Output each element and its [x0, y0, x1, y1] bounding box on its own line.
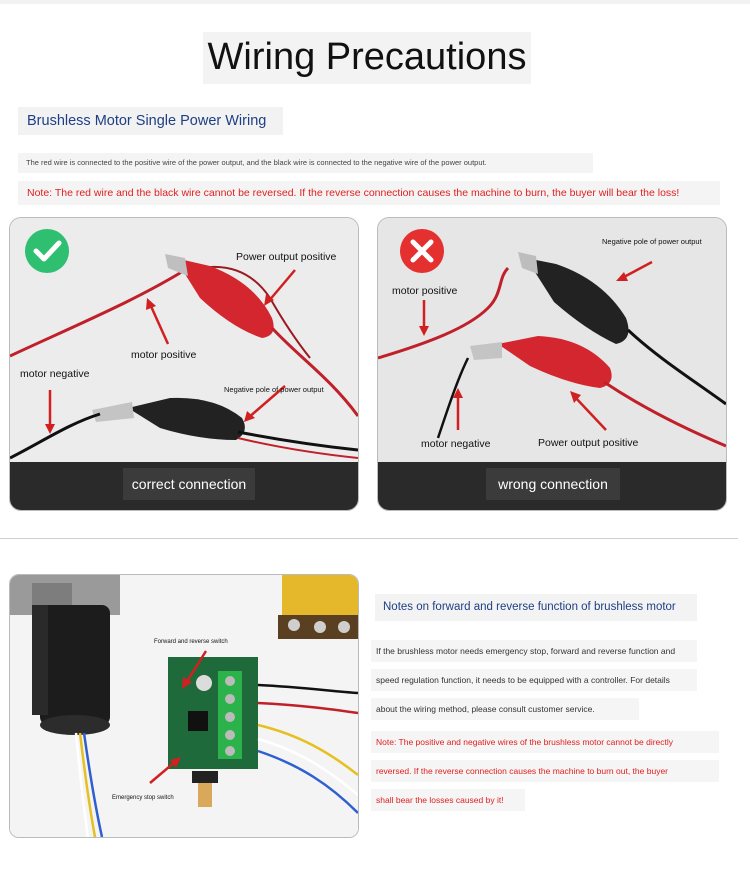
caption-correct-connection: correct connection [123, 468, 255, 500]
label-negative-pole: Negative pole of power output [224, 385, 324, 394]
controller-illustration [10, 575, 358, 837]
x-circle-icon [400, 229, 444, 273]
label-negative-pole: Negative pole of power output [602, 237, 702, 246]
section-heading-single-power: Brushless Motor Single Power Wiring [18, 107, 283, 135]
notes-paragraph-line: about the wiring method, please consult customer service. [371, 698, 639, 720]
controller-wiring-photo [9, 574, 359, 838]
notes-warning-line: Note: The positive and negative wires of the brushless motor cannot be directly [371, 731, 719, 753]
label-power-output-positive: Power output positive [236, 251, 337, 263]
notes-warning-line: shall bear the losses caused by it! [371, 789, 525, 811]
label-motor-positive: motor positive [392, 285, 458, 297]
label-motor-negative: motor negative [20, 368, 90, 380]
section-divider [0, 538, 738, 539]
label-forward-reverse-switch: Forward and reverse switch [154, 639, 228, 645]
label-motor-positive: motor positive [131, 349, 197, 361]
wiring-warning-text: Note: The red wire and the black wire cannot be reversed. If the reverse connection causes the machine to burn, the buyer will bear the loss! [18, 181, 720, 205]
wrong-connection-panel [377, 217, 727, 511]
check-circle-icon [25, 229, 69, 273]
caption-bar [10, 462, 358, 510]
caption-wrong-connection: wrong connection [486, 468, 620, 500]
label-emergency-stop-switch: Emergency stop switch [112, 795, 174, 801]
caption-bar [378, 462, 726, 510]
page-title: Wiring Precautions [203, 32, 531, 84]
top-separator [0, 0, 750, 4]
correct-connection-panel [9, 217, 359, 511]
notes-title: Notes on forward and reverse function of brushless motor [375, 594, 697, 621]
notes-warning-line: reversed. If the reverse connection causes the machine to burn out, the buyer [371, 760, 719, 782]
wiring-info-text: The red wire is connected to the positive wire of the power output, and the black wire is connected to the negative wire of the power output. [18, 153, 593, 173]
notes-paragraph-line: speed regulation function, it needs to be equipped with a controller. For details [371, 669, 697, 691]
label-motor-negative: motor negative [421, 438, 491, 450]
notes-paragraph-line: If the brushless motor needs emergency stop, forward and reverse function and [371, 640, 697, 662]
label-power-output-positive: Power output positive [538, 437, 639, 449]
